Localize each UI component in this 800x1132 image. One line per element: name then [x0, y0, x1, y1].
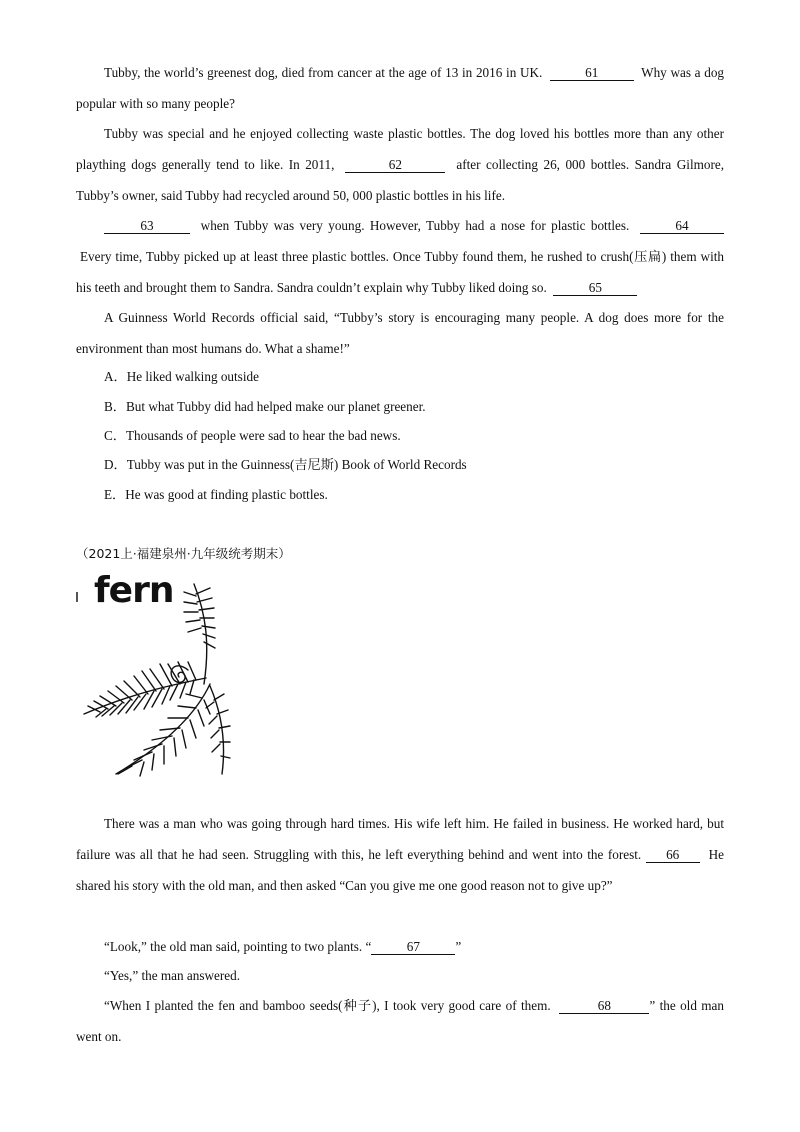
blank-61[interactable]: 61: [550, 65, 634, 81]
blank-66[interactable]: 66: [646, 847, 700, 863]
blank-63[interactable]: 63: [104, 218, 190, 234]
fern-label: fern: [94, 570, 174, 611]
paragraph-man-answer: “Yes,” the man answered.: [104, 968, 240, 983]
fern-figure: [76, 570, 236, 792]
option-a: A．He liked walking outside: [104, 369, 259, 384]
paragraph-guinness-quote: A Guinness World Records official said, “Tubby’s story is encouraging many people. A dog does more for the environment than most humans do. What a shame!”: [76, 310, 724, 356]
option-d: D．Tubby was put in the Guinness(吉尼斯) Book of World Records: [104, 457, 467, 472]
text: after collecting 26, 000 bottles. Sandra Gilmore, Tubby’s owner, said Tubby had recycled around 50, 000 plastic bottles in his life.: [76, 157, 725, 203]
option-e: E．He was good at finding plastic bottles.: [104, 487, 328, 502]
text: Tubby was special and he enjoyed collecting waste plastic bottles. The dog loved his bottles more than any other plaything dogs generally tend to like. In 2011,: [76, 126, 724, 172]
blank-64[interactable]: 64: [640, 218, 724, 234]
blank-67[interactable]: 67: [371, 939, 455, 955]
text: Why was a dog popular with so many people?: [76, 65, 725, 111]
fern-illustration-icon: [76, 574, 236, 792]
paragraph-man-story: [76, 808, 724, 901]
paragraph-tubby-nose: [76, 210, 724, 303]
text: ” the old man went on.: [76, 998, 724, 1044]
blank-62[interactable]: 62: [345, 157, 445, 173]
option-c: C．Thousands of people were sad to hear the bad news.: [104, 428, 401, 443]
source-label: （2021上·福建泉州·九年级统考期末）: [76, 546, 291, 561]
option-b: B．But what Tubby did had helped make our planet greener.: [104, 399, 426, 414]
text: Tubby, the world’s greenest dog, died from cancer at the age of 13 in 2016 in UK.: [104, 65, 543, 80]
text: He shared his story with the old man, and then asked “Can you give me one good reason not to give up?”: [76, 847, 725, 893]
text: Every time, Tubby picked up at least three plastic bottles. Once Tubby found them, he rushed to crush(压扁) them with his teeth and brought them to Sandra. Sandra couldn’t explain why Tubby liked doing so.: [76, 249, 724, 295]
paragraph-seeds: [76, 990, 724, 1052]
text: when Tubby was very young. However, Tubby had a nose for plastic bottles.: [200, 218, 630, 233]
blank-65[interactable]: 65: [553, 280, 637, 296]
blank-68[interactable]: 68: [559, 998, 649, 1014]
text: ”: [455, 939, 462, 954]
paragraph-old-man-look: [76, 931, 724, 962]
paragraph-tubby-bottles: [76, 118, 724, 211]
text: There was a man who was going through hard times. His wife left him. He failed in business. He worked hard, but failure was all that he had seen. Struggling with this, he left everything behind and went into the forest.: [76, 816, 724, 862]
text: “When I planted the fen and bamboo seeds(种子), I took very good care of them.: [104, 998, 551, 1013]
text: “Look,” the old man said, pointing to two plants. “: [104, 939, 372, 954]
paragraph-tubby-intro: [76, 57, 724, 119]
